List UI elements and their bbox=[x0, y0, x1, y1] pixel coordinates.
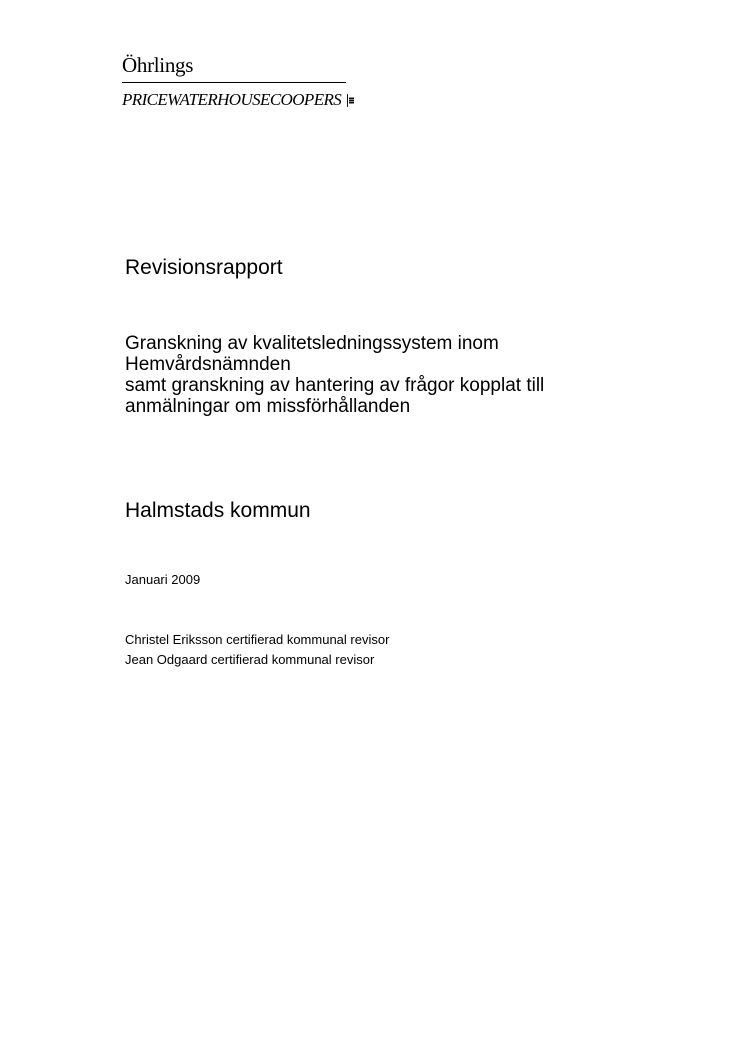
logo-pwc-text: PRICEWATERHOUSECOOPERS bbox=[122, 90, 342, 109]
company-logo bbox=[122, 52, 348, 111]
subject-line: anmälningar om missförhållanden bbox=[125, 396, 411, 417]
logo-ohrlings-text: Öhrlings bbox=[122, 53, 194, 77]
authors-list bbox=[125, 630, 389, 670]
organization-name: Halmstads kommun bbox=[125, 499, 311, 522]
logo-mark-icon bbox=[347, 94, 348, 107]
subject-line: samt granskning av hantering av frågor kopplat till bbox=[125, 375, 545, 396]
logo-pwc bbox=[122, 89, 348, 111]
subject-line: Hemvårdsnämnden bbox=[125, 354, 291, 375]
report-title: Revisionsrapport bbox=[125, 256, 283, 279]
report-date: Januari 2009 bbox=[125, 572, 201, 587]
author-line: Christel Eriksson certifierad kommunal revisor bbox=[125, 632, 390, 647]
logo-divider bbox=[122, 82, 346, 83]
report-subject bbox=[125, 333, 665, 417]
author-line: Jean Odgaard certifierad kommunal revisor bbox=[125, 652, 375, 667]
subject-line: Granskning av kvalitetsledningssystem inom bbox=[125, 333, 499, 354]
